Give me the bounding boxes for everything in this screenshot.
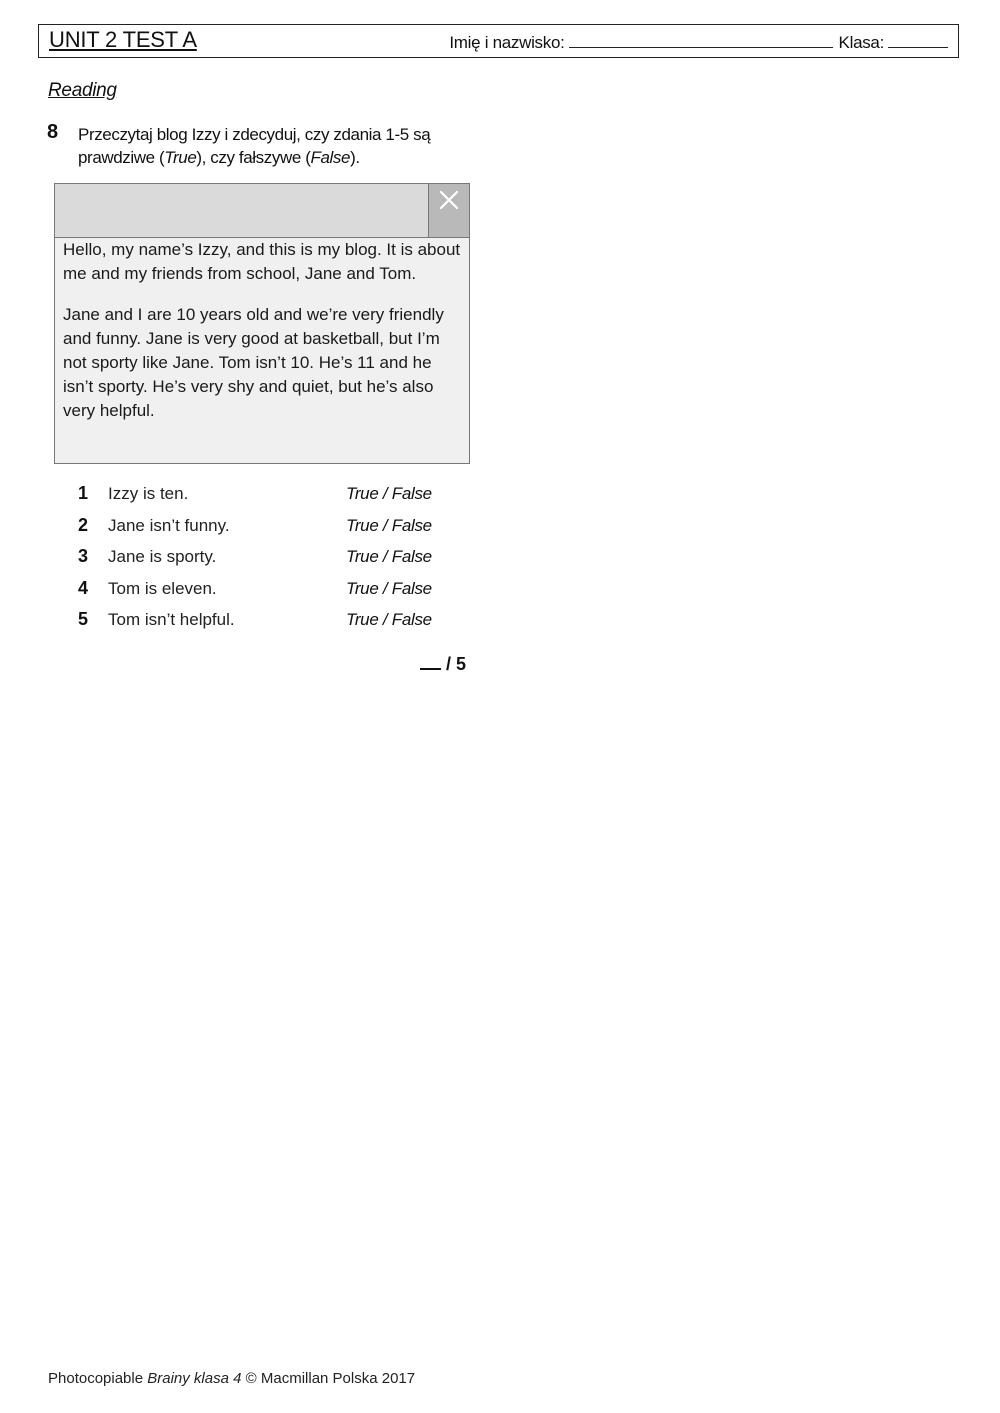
- blog-panel: [54, 183, 470, 464]
- task-number: 8: [47, 121, 59, 143]
- footer-copyright: © Macmillan Polska 2017: [245, 1370, 416, 1387]
- instruction-part3: ).: [350, 148, 360, 167]
- false-word: False: [310, 148, 351, 167]
- statement-text: Jane is sporty.: [108, 547, 217, 566]
- statement-number: 3: [78, 546, 89, 566]
- statement-number: 1: [78, 483, 89, 503]
- close-button[interactable]: [428, 184, 469, 237]
- statement-text: Tom is eleven.: [108, 578, 217, 598]
- true-false-choice[interactable]: True / False: [346, 578, 432, 598]
- blog-panel-header: [55, 184, 469, 238]
- close-icon: [438, 189, 460, 211]
- test-title: UNIT 2 TEST A: [49, 27, 197, 52]
- task-instruction: [78, 123, 468, 169]
- statement-row: [76, 607, 476, 639]
- blog-paragraph: Hello, my name’s Izzy, and this is my blog. It is about me and my friends from school, Jane and Tom.: [63, 240, 461, 283]
- statement-number: 4: [78, 577, 89, 598]
- score-total: / 5: [446, 654, 467, 674]
- score-blank[interactable]: [420, 651, 441, 670]
- true-false-choice[interactable]: True / False: [346, 610, 432, 629]
- section-title: Reading: [48, 80, 117, 101]
- student-fields: [449, 31, 948, 53]
- name-label: Imię i nazwisko:: [449, 33, 565, 52]
- statement-row: [76, 481, 476, 513]
- statement-number: 2: [78, 514, 89, 535]
- true-false-choice[interactable]: True / False: [346, 547, 432, 566]
- score: [420, 651, 466, 675]
- class-blank[interactable]: [888, 31, 948, 48]
- statement-list: [76, 481, 476, 639]
- true-word: True: [164, 148, 197, 167]
- statement-row: [76, 576, 476, 608]
- statement-text: Izzy is ten.: [108, 484, 189, 503]
- test-header: [38, 24, 959, 58]
- statement-text: Jane isn’t funny.: [108, 515, 230, 535]
- instruction-part1: Przeczytaj blog Izzy i zdecyduj, czy zdania 1-5 są prawdziwe (: [78, 125, 431, 167]
- blog-paragraph: Jane and I are 10 years old and we’re very friendly and funny. Jane is very good at basketball, but I’m not sporty like Jane. Tom isn’t 10. He’s 11 and he isn’t sporty. He’s very shy and quiet, but he’s also very helpful.: [63, 305, 444, 420]
- statement-text: Tom isn’t helpful.: [108, 610, 235, 629]
- true-false-choice[interactable]: True / False: [346, 484, 432, 503]
- statement-row: [76, 513, 476, 545]
- footer: [48, 1370, 415, 1387]
- footer-prefix: Photocopiable: [48, 1370, 144, 1387]
- true-false-choice[interactable]: True / False: [346, 515, 432, 535]
- class-label: Klasa:: [838, 33, 884, 52]
- blog-text: [63, 238, 465, 440]
- instruction-part2: ), czy fałszywe (: [196, 148, 311, 167]
- name-blank[interactable]: [569, 31, 833, 48]
- statement-number: 5: [78, 609, 89, 629]
- footer-book: Brainy klasa 4: [147, 1370, 242, 1387]
- statement-row: [76, 544, 476, 576]
